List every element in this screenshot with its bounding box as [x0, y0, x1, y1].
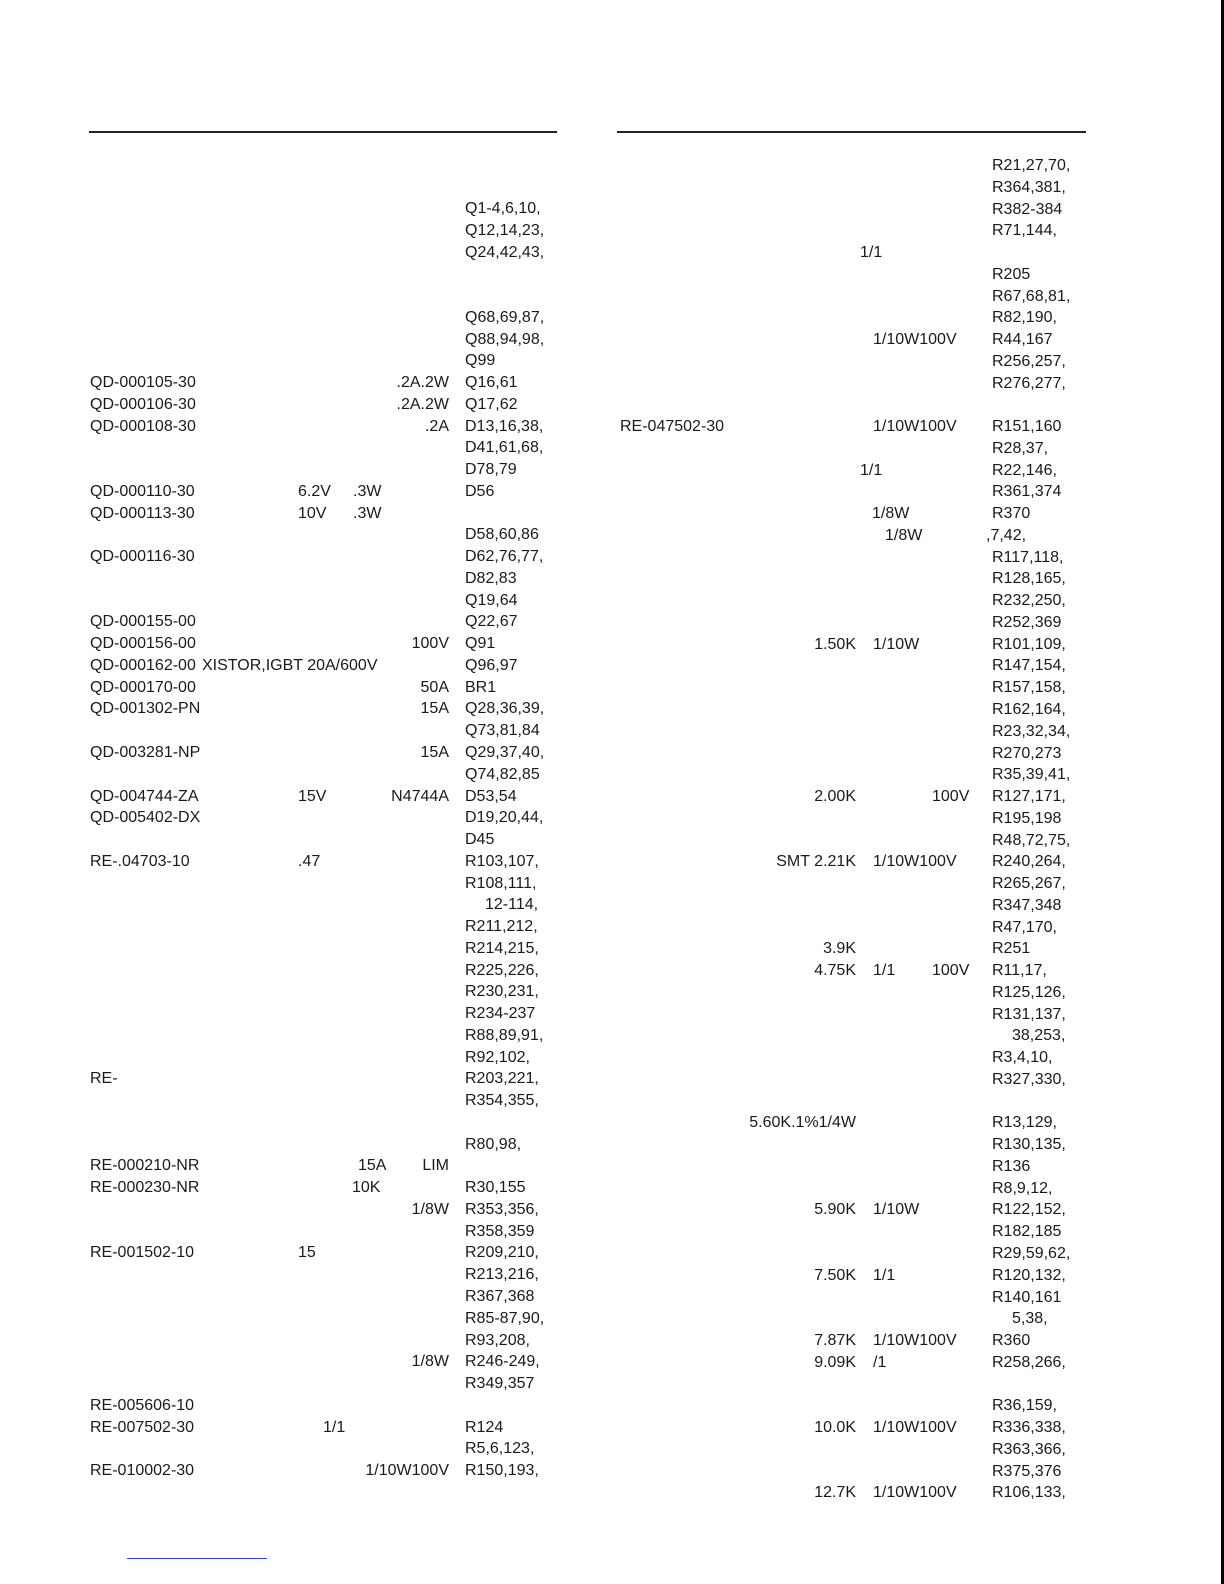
- part-wattage: 1/1: [860, 461, 883, 479]
- part-number: RE-001502-10: [90, 1244, 195, 1262]
- part-rating: .2A.2W: [396, 395, 449, 413]
- reference-designators: R182,185: [992, 1223, 1062, 1241]
- reference-designators: R349,357: [465, 1375, 535, 1393]
- part-row: [0, 503, 1224, 525]
- part-row: [0, 938, 1224, 960]
- part-row: [0, 1287, 1224, 1309]
- part-row: [0, 155, 1224, 177]
- part-rating: .2A.2W: [396, 374, 449, 392]
- reference-designators: R276,277,: [992, 374, 1066, 392]
- reference-designators: R8,9,12,: [992, 1179, 1053, 1197]
- reference-designators: Q99: [465, 352, 496, 370]
- part-row: [0, 699, 1224, 721]
- part-number: QD-003281-NP: [90, 744, 201, 761]
- reference-designators: Q22,67: [465, 613, 518, 631]
- part-value: 10K: [352, 1179, 381, 1197]
- reference-designators: Q28,36,39,: [465, 700, 545, 718]
- part-row: [0, 568, 1224, 590]
- reference-designators: D19,20,44,: [465, 809, 544, 827]
- part-row: [0, 1199, 1224, 1221]
- part-row: [0, 764, 1224, 786]
- reference-designators: R29,59,62,: [992, 1245, 1071, 1262]
- part-wattage: 1/8W: [885, 526, 923, 544]
- part-value: 7.87K: [814, 1332, 856, 1350]
- part-row: [0, 830, 1224, 852]
- reference-designators: R270,273: [992, 744, 1062, 762]
- reference-designators: R157,158,: [992, 679, 1066, 697]
- part-wattage: 1/1: [860, 244, 883, 262]
- reference-designators: R256,257,: [992, 352, 1066, 370]
- right-column-rule: [617, 131, 1086, 133]
- part-row: [0, 1417, 1224, 1439]
- part-rating: LIM: [422, 1157, 449, 1175]
- left-column-rule: [89, 131, 557, 133]
- reference-designators: R336,338,: [992, 1419, 1066, 1437]
- reference-designators: R234-237: [465, 1005, 536, 1023]
- reference-designators: R22,146,: [992, 461, 1057, 479]
- part-voltage: 100V: [932, 962, 970, 980]
- reference-designators: R67,68,81,: [992, 287, 1071, 305]
- reference-designators: R360: [992, 1332, 1031, 1350]
- part-number: QD-000155-00: [90, 613, 196, 631]
- part-row: [0, 1069, 1224, 1091]
- reference-designators: R136: [992, 1157, 1031, 1175]
- part-wattage: 1/8W: [872, 505, 910, 523]
- part-row: [0, 264, 1224, 286]
- part-row: [0, 286, 1224, 308]
- part-wattage: .3W: [353, 504, 382, 522]
- reference-designators: R131,137,: [992, 1005, 1066, 1023]
- part-row: [0, 1047, 1224, 1069]
- part-number: QD-001302-PN: [90, 700, 201, 718]
- part-wattage: 1/10W100V: [873, 331, 957, 349]
- reference-designators: R358,359: [465, 1222, 535, 1240]
- part-row: [0, 1352, 1224, 1374]
- reference-designators: R130,135,: [992, 1136, 1066, 1154]
- part-number: QD-000162-00: [90, 656, 196, 674]
- part-value: 2.00K: [814, 788, 856, 806]
- reference-designators: R80,98,: [465, 1135, 522, 1153]
- reference-designators: R11,17,: [992, 962, 1047, 980]
- part-row: [0, 1330, 1224, 1352]
- reference-designators: Q12,14,23,: [465, 221, 545, 239]
- part-value: 7.50K: [814, 1266, 856, 1284]
- reference-designators: R252,369: [992, 613, 1062, 631]
- reference-designators: D62,76,77,: [465, 548, 544, 566]
- reference-designators: R258,266,: [992, 1353, 1066, 1371]
- part-row: [0, 1482, 1224, 1504]
- part-row: [0, 786, 1224, 808]
- reference-designators: Q24,42,43,: [465, 243, 545, 261]
- part-row: [0, 547, 1224, 569]
- part-number: QD-000170-00: [90, 678, 196, 696]
- part-row: [0, 177, 1224, 199]
- reference-designators: Q88,94,98,: [465, 330, 545, 348]
- reference-designators: R363,366,: [992, 1440, 1066, 1458]
- reference-designators: R150,193,: [465, 1462, 539, 1480]
- reference-designators: D78,79: [465, 461, 517, 479]
- part-number: QD-000156-00: [90, 635, 196, 653]
- reference-designators: R211,212,: [465, 918, 538, 936]
- part-number: QD-005402-DX: [90, 809, 201, 827]
- part-row: [0, 1112, 1224, 1134]
- part-row: [0, 1178, 1224, 1200]
- reference-designators: R205: [992, 265, 1031, 283]
- reference-designators: Q74,82,85: [465, 765, 540, 783]
- part-number: RE-007502-30: [90, 1418, 195, 1436]
- part-row: [0, 373, 1224, 395]
- part-row: [0, 220, 1224, 242]
- part-number: RE-.04703-10: [90, 852, 190, 870]
- part-rating: 1/8W: [411, 1353, 449, 1371]
- part-wattage: /1: [873, 1353, 887, 1371]
- reference-designators: D13,16,38,: [465, 417, 544, 435]
- part-number: RE-005606-10: [90, 1396, 195, 1414]
- reference-designators: R162,164,: [992, 701, 1066, 718]
- part-voltage: 100V: [932, 788, 970, 806]
- part-wattage: .3W: [353, 482, 382, 500]
- reference-designators: Q29,37,40,: [465, 744, 545, 761]
- reference-designators: R120,132,: [992, 1266, 1066, 1284]
- reference-designators: Q19,64: [465, 591, 518, 609]
- reference-designators: R108,111,: [465, 874, 537, 892]
- part-row: [0, 743, 1224, 765]
- part-value: 9.09K: [814, 1353, 856, 1371]
- reference-designators: 12-114,: [485, 896, 539, 914]
- part-row: [0, 721, 1224, 743]
- reference-designators: R106,133,: [992, 1484, 1066, 1502]
- reference-designators: R353,356,: [465, 1200, 539, 1218]
- reference-designators: R5,6,123,: [465, 1440, 535, 1458]
- reference-designators: D45: [465, 831, 495, 849]
- part-row: [0, 677, 1224, 699]
- reference-designators: R240,264,: [992, 853, 1066, 871]
- reference-designators: R103,107,: [465, 852, 539, 870]
- part-value: 10V: [298, 504, 327, 522]
- part-number: RE-000230-NR: [90, 1179, 200, 1197]
- reference-designators: Q16,61: [465, 374, 518, 392]
- part-row: [0, 873, 1224, 895]
- part-row: [0, 1134, 1224, 1156]
- reference-designators: R246-249,: [465, 1353, 540, 1371]
- part-wattage: 1/10W: [873, 1201, 920, 1219]
- part-value: .47: [298, 852, 321, 870]
- part-value: 1/1: [323, 1418, 346, 1436]
- part-wattage: 1/10W100V: [873, 1419, 957, 1437]
- part-rating: 1/10W100V: [365, 1462, 449, 1480]
- reference-designators: R82,190,: [992, 309, 1057, 327]
- reference-designators: R117,118,: [992, 548, 1064, 566]
- part-value: 12.7K: [814, 1484, 856, 1502]
- reference-designators: D82,83: [465, 569, 517, 587]
- reference-designators: R195,198: [992, 809, 1062, 827]
- part-row: [0, 416, 1224, 438]
- reference-designators: R125,126,: [992, 983, 1066, 1001]
- reference-designators: R21,27,70,: [992, 157, 1071, 174]
- part-wattage: 1/10W100V: [873, 1332, 957, 1350]
- reference-designators: 5,38,: [1012, 1310, 1048, 1328]
- reference-designators: R47,170,: [992, 918, 1057, 936]
- footer-link-underline: [127, 1558, 267, 1559]
- reference-designators: R92,102,: [465, 1048, 530, 1066]
- part-number: RE-010002-30: [90, 1462, 195, 1480]
- part-number: RE-000210-NR: [90, 1157, 200, 1175]
- reference-designators: R140,161: [992, 1288, 1062, 1306]
- part-row: [0, 481, 1224, 503]
- part-number: QD-004744-ZA: [90, 787, 199, 805]
- part-row: [0, 612, 1224, 634]
- part-row: [0, 917, 1224, 939]
- reference-designators: R71,144,: [992, 222, 1057, 240]
- part-row: [0, 1091, 1224, 1113]
- reference-designators: R93,208,: [465, 1331, 530, 1349]
- part-wattage: 1/1: [873, 1266, 896, 1284]
- part-wattage: 1/1: [873, 962, 896, 980]
- reference-designators: R327,330,: [992, 1070, 1066, 1088]
- part-row: [0, 1156, 1224, 1178]
- part-row: [0, 1025, 1224, 1047]
- reference-designators: D56: [465, 482, 495, 500]
- reference-designators: R354,355,: [465, 1092, 539, 1110]
- part-row: [0, 1461, 1224, 1483]
- reference-designators: R230,231,: [465, 983, 539, 1001]
- reference-designators: Q91: [465, 635, 496, 653]
- part-value: 4.75K: [814, 962, 856, 980]
- reference-designators: R28,37,: [992, 439, 1049, 457]
- part-row: [0, 460, 1224, 482]
- reference-designators: R30,155: [465, 1179, 526, 1197]
- reference-designators: R127,171,: [992, 788, 1066, 806]
- reference-designators: R347,348: [992, 896, 1062, 914]
- reference-designators: R225,226,: [465, 961, 539, 979]
- reference-designators: R232,250,: [992, 592, 1066, 610]
- reference-designators: R251: [992, 940, 1031, 958]
- part-row: [0, 525, 1224, 547]
- part-number: QD-000106-30: [90, 395, 196, 413]
- reference-designators: R364,381,: [992, 178, 1066, 196]
- reference-designators: R203,221,: [465, 1070, 539, 1088]
- reference-designators: Q96,97: [465, 656, 518, 674]
- part-row: [0, 438, 1224, 460]
- part-row: [0, 1439, 1224, 1461]
- reference-designators: R13,129,: [992, 1114, 1057, 1132]
- part-wattage: 1/10W: [873, 635, 920, 653]
- part-row: [0, 982, 1224, 1004]
- part-row: [0, 1308, 1224, 1330]
- part-row: [0, 590, 1224, 612]
- reference-designators: R36,159,: [992, 1397, 1057, 1415]
- part-rating: 100V: [411, 635, 449, 653]
- reference-designators: R85-87,90,: [465, 1309, 545, 1327]
- reference-designators: R367,368: [465, 1288, 535, 1305]
- reference-designators: 38,253,: [1012, 1027, 1066, 1045]
- part-value: 3.9K: [823, 940, 856, 958]
- reference-designators: BR1: [465, 678, 497, 696]
- reference-designators: R122,152,: [992, 1201, 1066, 1219]
- part-row: [0, 1243, 1224, 1265]
- reference-designators: R382-384: [992, 200, 1063, 218]
- part-row: [0, 242, 1224, 264]
- part-rating: .2A: [424, 417, 449, 435]
- reference-designators: R88,89,91,: [465, 1026, 544, 1044]
- part-row: [0, 895, 1224, 917]
- part-value: 15A: [358, 1157, 387, 1175]
- part-value: 15: [298, 1244, 316, 1262]
- part-number: QD-000105-30: [90, 374, 196, 392]
- part-rating: 15A: [420, 744, 449, 761]
- part-value: 5.60K.1%1/4W: [749, 1114, 856, 1132]
- part-rating: 50A: [420, 678, 449, 696]
- reference-designators: R361,374: [992, 483, 1062, 501]
- part-value: 6.2V: [298, 482, 331, 500]
- reference-designators: R265,267,: [992, 875, 1066, 893]
- part-row: [0, 1374, 1224, 1396]
- reference-designators: Q17,62: [465, 395, 518, 413]
- reference-designators: R214,215,: [465, 939, 539, 957]
- reference-designators: R147,154,: [992, 657, 1066, 675]
- part-description: XISTOR,IGBT 20A/600V: [202, 656, 378, 674]
- reference-designators: D41,61,68,: [465, 439, 544, 457]
- reference-designators: R101,109,: [992, 635, 1066, 653]
- part-value: SMT 2.21K: [776, 853, 856, 871]
- reference-designators: R375,376: [992, 1462, 1062, 1480]
- part-value: 1.50K: [814, 635, 856, 653]
- reference-designators: R48,72,75,: [992, 831, 1071, 849]
- part-row: [0, 307, 1224, 329]
- part-row: [0, 808, 1224, 830]
- part-number: RE-047502-30: [620, 418, 725, 436]
- part-row: [0, 1221, 1224, 1243]
- part-number: QD-000108-30: [90, 417, 196, 435]
- reference-designators: R35,39,41,: [992, 766, 1071, 784]
- reference-designators: R124: [465, 1418, 504, 1436]
- part-row: [0, 329, 1224, 351]
- part-rating: 1/8W: [411, 1200, 449, 1218]
- part-row: [0, 1004, 1224, 1026]
- part-number: QD-000110-30: [90, 482, 195, 500]
- part-rating: 15A: [420, 700, 449, 718]
- part-row: [0, 199, 1224, 221]
- part-value: 15V: [298, 787, 327, 805]
- reference-designators: R44,167: [992, 331, 1053, 349]
- part-row: [0, 351, 1224, 373]
- part-value: 10.0K: [814, 1419, 856, 1437]
- part-number: QD-000113-30: [90, 504, 195, 522]
- reference-designators: ,7,42,: [986, 526, 1027, 544]
- reference-designators: R151,160: [992, 418, 1062, 436]
- reference-designators: Q73,81,84: [465, 722, 540, 740]
- reference-designators: R128,165,: [992, 570, 1066, 588]
- part-number: RE-: [90, 1070, 118, 1088]
- reference-designators: Q68,69,87,: [465, 308, 545, 326]
- part-row: [0, 1265, 1224, 1287]
- reference-designators: R213,216,: [465, 1266, 539, 1284]
- part-row: [0, 960, 1224, 982]
- part-row: [0, 1395, 1224, 1417]
- reference-designators: R370: [992, 505, 1031, 523]
- reference-designators: D53,54: [465, 787, 517, 805]
- part-number: QD-000116-30: [90, 548, 195, 566]
- reference-designators: D58,60,86: [465, 526, 539, 544]
- part-rating: N4744A: [391, 787, 449, 805]
- part-row: [0, 394, 1224, 416]
- part-wattage: 1/10W100V: [873, 853, 957, 871]
- part-row: [0, 851, 1224, 873]
- part-value: 5.90K: [814, 1201, 856, 1219]
- reference-designators: R209,210,: [465, 1244, 539, 1262]
- reference-designators: R3,4,10,: [992, 1049, 1053, 1067]
- part-wattage: 1/10W100V: [873, 418, 957, 436]
- part-row: [0, 634, 1224, 656]
- part-wattage: 1/10W100V: [873, 1484, 957, 1502]
- part-row: [0, 655, 1224, 677]
- reference-designators: R23,32,34,: [992, 722, 1071, 740]
- reference-designators: Q1-4,6,10,: [465, 200, 541, 217]
